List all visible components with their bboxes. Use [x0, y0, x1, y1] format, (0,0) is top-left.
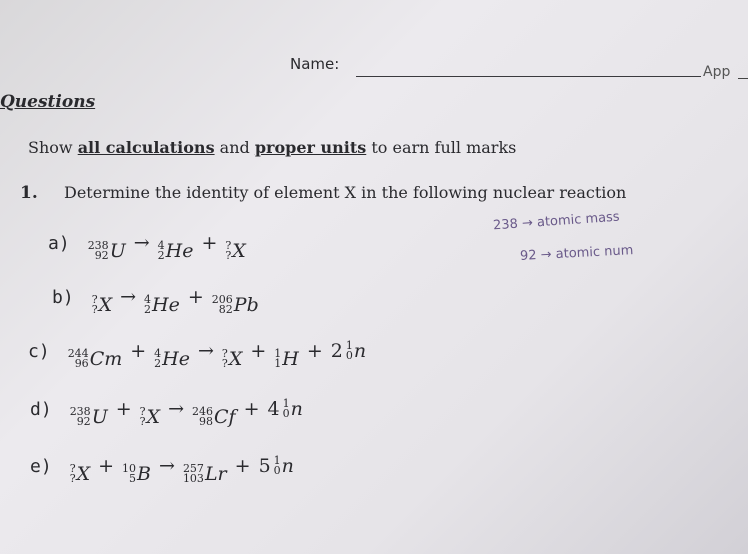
element-symbol: X [98, 294, 113, 316]
instructions [28, 138, 516, 157]
atomic-number: 103 [182, 472, 204, 485]
nuclide-numbers [283, 399, 290, 419]
plus-operator: + [98, 455, 115, 477]
instructions-emphasis-units: proper units [254, 138, 367, 157]
nuclide-he [144, 294, 180, 316]
nuclide-n [267, 398, 302, 420]
mass-number: 238 [69, 405, 91, 418]
mass-number: 1 [282, 397, 290, 410]
nuclide-numbers [154, 349, 161, 369]
nuclide-numbers [212, 295, 233, 315]
mass-number: 1 [274, 347, 282, 360]
nuclide-numbers [70, 464, 76, 484]
instructions-emphasis-calculations: all calculations [77, 138, 215, 157]
reaction-arrow: → [120, 286, 137, 308]
element-symbol: H [282, 348, 299, 370]
nuclide-numbers [192, 407, 213, 427]
plus-operator: + [250, 340, 267, 362]
nuclide-x [225, 240, 245, 262]
atomic-number: ? [91, 303, 98, 316]
question-text: Determine the identity of element X in the following nuclear reaction [64, 183, 627, 202]
nuclide-numbers [92, 295, 98, 315]
nuclide-u [70, 406, 108, 428]
mass-number: ? [69, 462, 76, 475]
atomic-number: ? [69, 472, 76, 485]
handwritten-note-mass: 238 → atomic mass [492, 209, 621, 234]
name-label: Name: [290, 55, 340, 73]
nuclide-x [222, 348, 242, 370]
instructions-text-1: Show [28, 138, 78, 157]
reaction-arrow: → [198, 340, 214, 362]
nuclide-numbers [122, 464, 136, 484]
atomic-number: ? [225, 249, 232, 262]
atomic-number: 2 [144, 303, 152, 316]
nuclide-cm [68, 348, 123, 370]
atomic-number: 92 [76, 415, 91, 428]
plus-operator: + [306, 340, 323, 362]
mass-number: 238 [87, 239, 109, 252]
mass-number: 4 [157, 239, 165, 252]
equation-label: e) [30, 456, 52, 477]
plus-operator: + [130, 340, 147, 362]
equation-c [28, 340, 366, 370]
element-symbol: Cf [213, 406, 236, 428]
nuclide-numbers [225, 241, 231, 261]
equation-e [30, 455, 294, 485]
nuclide-numbers [222, 349, 228, 369]
element-symbol: U [91, 406, 108, 428]
mass-number: ? [221, 347, 228, 360]
element-symbol: X [146, 406, 161, 428]
atomic-number: 5 [129, 472, 137, 485]
name-field-line[interactable] [356, 76, 701, 77]
plus-operator: + [243, 398, 260, 420]
nuclide-numbers [68, 349, 89, 369]
equation-label: d) [30, 399, 52, 420]
element-symbol: X [76, 463, 91, 485]
nuclide-h [274, 348, 299, 370]
handwritten-note-number: 92 → atomic num [519, 243, 634, 264]
nuclide-x [140, 406, 160, 428]
equation-b [52, 286, 259, 316]
element-symbol: B [137, 463, 152, 485]
atomic-number: 92 [94, 249, 109, 262]
plus-operator: + [115, 398, 132, 420]
atomic-number: 98 [198, 415, 213, 428]
equation-label: b) [52, 287, 74, 308]
nuclide-numbers [144, 295, 151, 315]
mass-number: 10 [122, 462, 137, 475]
section-title: Questions [0, 92, 96, 112]
reaction-arrow: → [159, 455, 175, 477]
nuclide-x [70, 463, 90, 485]
mass-number: 1 [345, 339, 353, 352]
nuclide-x [92, 294, 112, 316]
mass-number: 4 [154, 347, 162, 360]
nuclide-he [154, 348, 190, 370]
nuclide-cf [192, 406, 236, 428]
atomic-number: 2 [154, 357, 162, 370]
atomic-number: 0 [282, 407, 290, 420]
atomic-number: 0 [273, 464, 281, 477]
plus-operator: + [234, 455, 251, 477]
app-label: App [703, 64, 731, 80]
equation-label: a) [48, 233, 70, 254]
element-symbol: Cm [89, 348, 123, 370]
reaction-arrow: → [133, 232, 150, 254]
nuclide-numbers [274, 349, 281, 369]
mass-number: 244 [67, 347, 89, 360]
element-symbol: X [232, 240, 246, 262]
instructions-text-2: and [214, 138, 255, 157]
mass-number: ? [91, 293, 98, 306]
coefficient: 5 [258, 455, 271, 477]
app-field-line [738, 78, 748, 79]
nuclide-numbers [346, 341, 353, 361]
atomic-number: ? [139, 415, 146, 428]
equation-d [30, 398, 303, 428]
equation-a [48, 232, 246, 262]
element-symbol: X [228, 348, 243, 370]
nuclide-lr [183, 463, 227, 485]
mass-number: 246 [191, 405, 213, 418]
mass-number: 1 [273, 454, 281, 467]
element-symbol: He [152, 294, 180, 316]
atomic-number: ? [221, 357, 228, 370]
mass-number: 4 [144, 293, 152, 306]
element-symbol: n [290, 398, 303, 420]
nuclide-numbers [88, 241, 109, 261]
nuclide-n [331, 340, 366, 362]
mass-number: 257 [182, 462, 204, 475]
question-number: 1. [20, 183, 38, 203]
nuclide-n [259, 455, 294, 477]
atomic-number: 82 [218, 303, 233, 316]
instructions-text-3: to earn full marks [366, 138, 517, 157]
element-symbol: n [281, 455, 294, 477]
element-symbol: n [353, 340, 367, 362]
atomic-number: 96 [74, 357, 89, 370]
element-symbol: He [165, 240, 194, 262]
atomic-number: 1 [274, 357, 282, 370]
nuclide-numbers [158, 241, 165, 261]
nuclide-pb [212, 294, 259, 316]
element-symbol: U [109, 240, 126, 262]
element-symbol: He [162, 348, 190, 370]
mass-number: ? [225, 239, 232, 252]
plus-operator: + [187, 286, 204, 308]
reaction-arrow: → [168, 398, 184, 420]
coefficient: 2 [330, 340, 343, 362]
nuclide-numbers [70, 407, 91, 427]
nuclide-b [122, 463, 151, 485]
atomic-number: 0 [345, 349, 353, 362]
element-symbol: Lr [204, 463, 227, 485]
nuclide-u [88, 240, 126, 262]
element-symbol: Pb [233, 294, 259, 316]
plus-operator: + [201, 232, 218, 254]
atomic-number: 2 [157, 249, 165, 262]
equation-label: c) [28, 341, 50, 362]
nuclide-numbers [140, 407, 146, 427]
nuclide-numbers [274, 456, 281, 476]
nuclide-numbers [183, 464, 204, 484]
nuclide-he [158, 240, 194, 262]
coefficient: 4 [267, 398, 280, 420]
mass-number: 206 [211, 293, 233, 306]
mass-number: ? [139, 405, 146, 418]
